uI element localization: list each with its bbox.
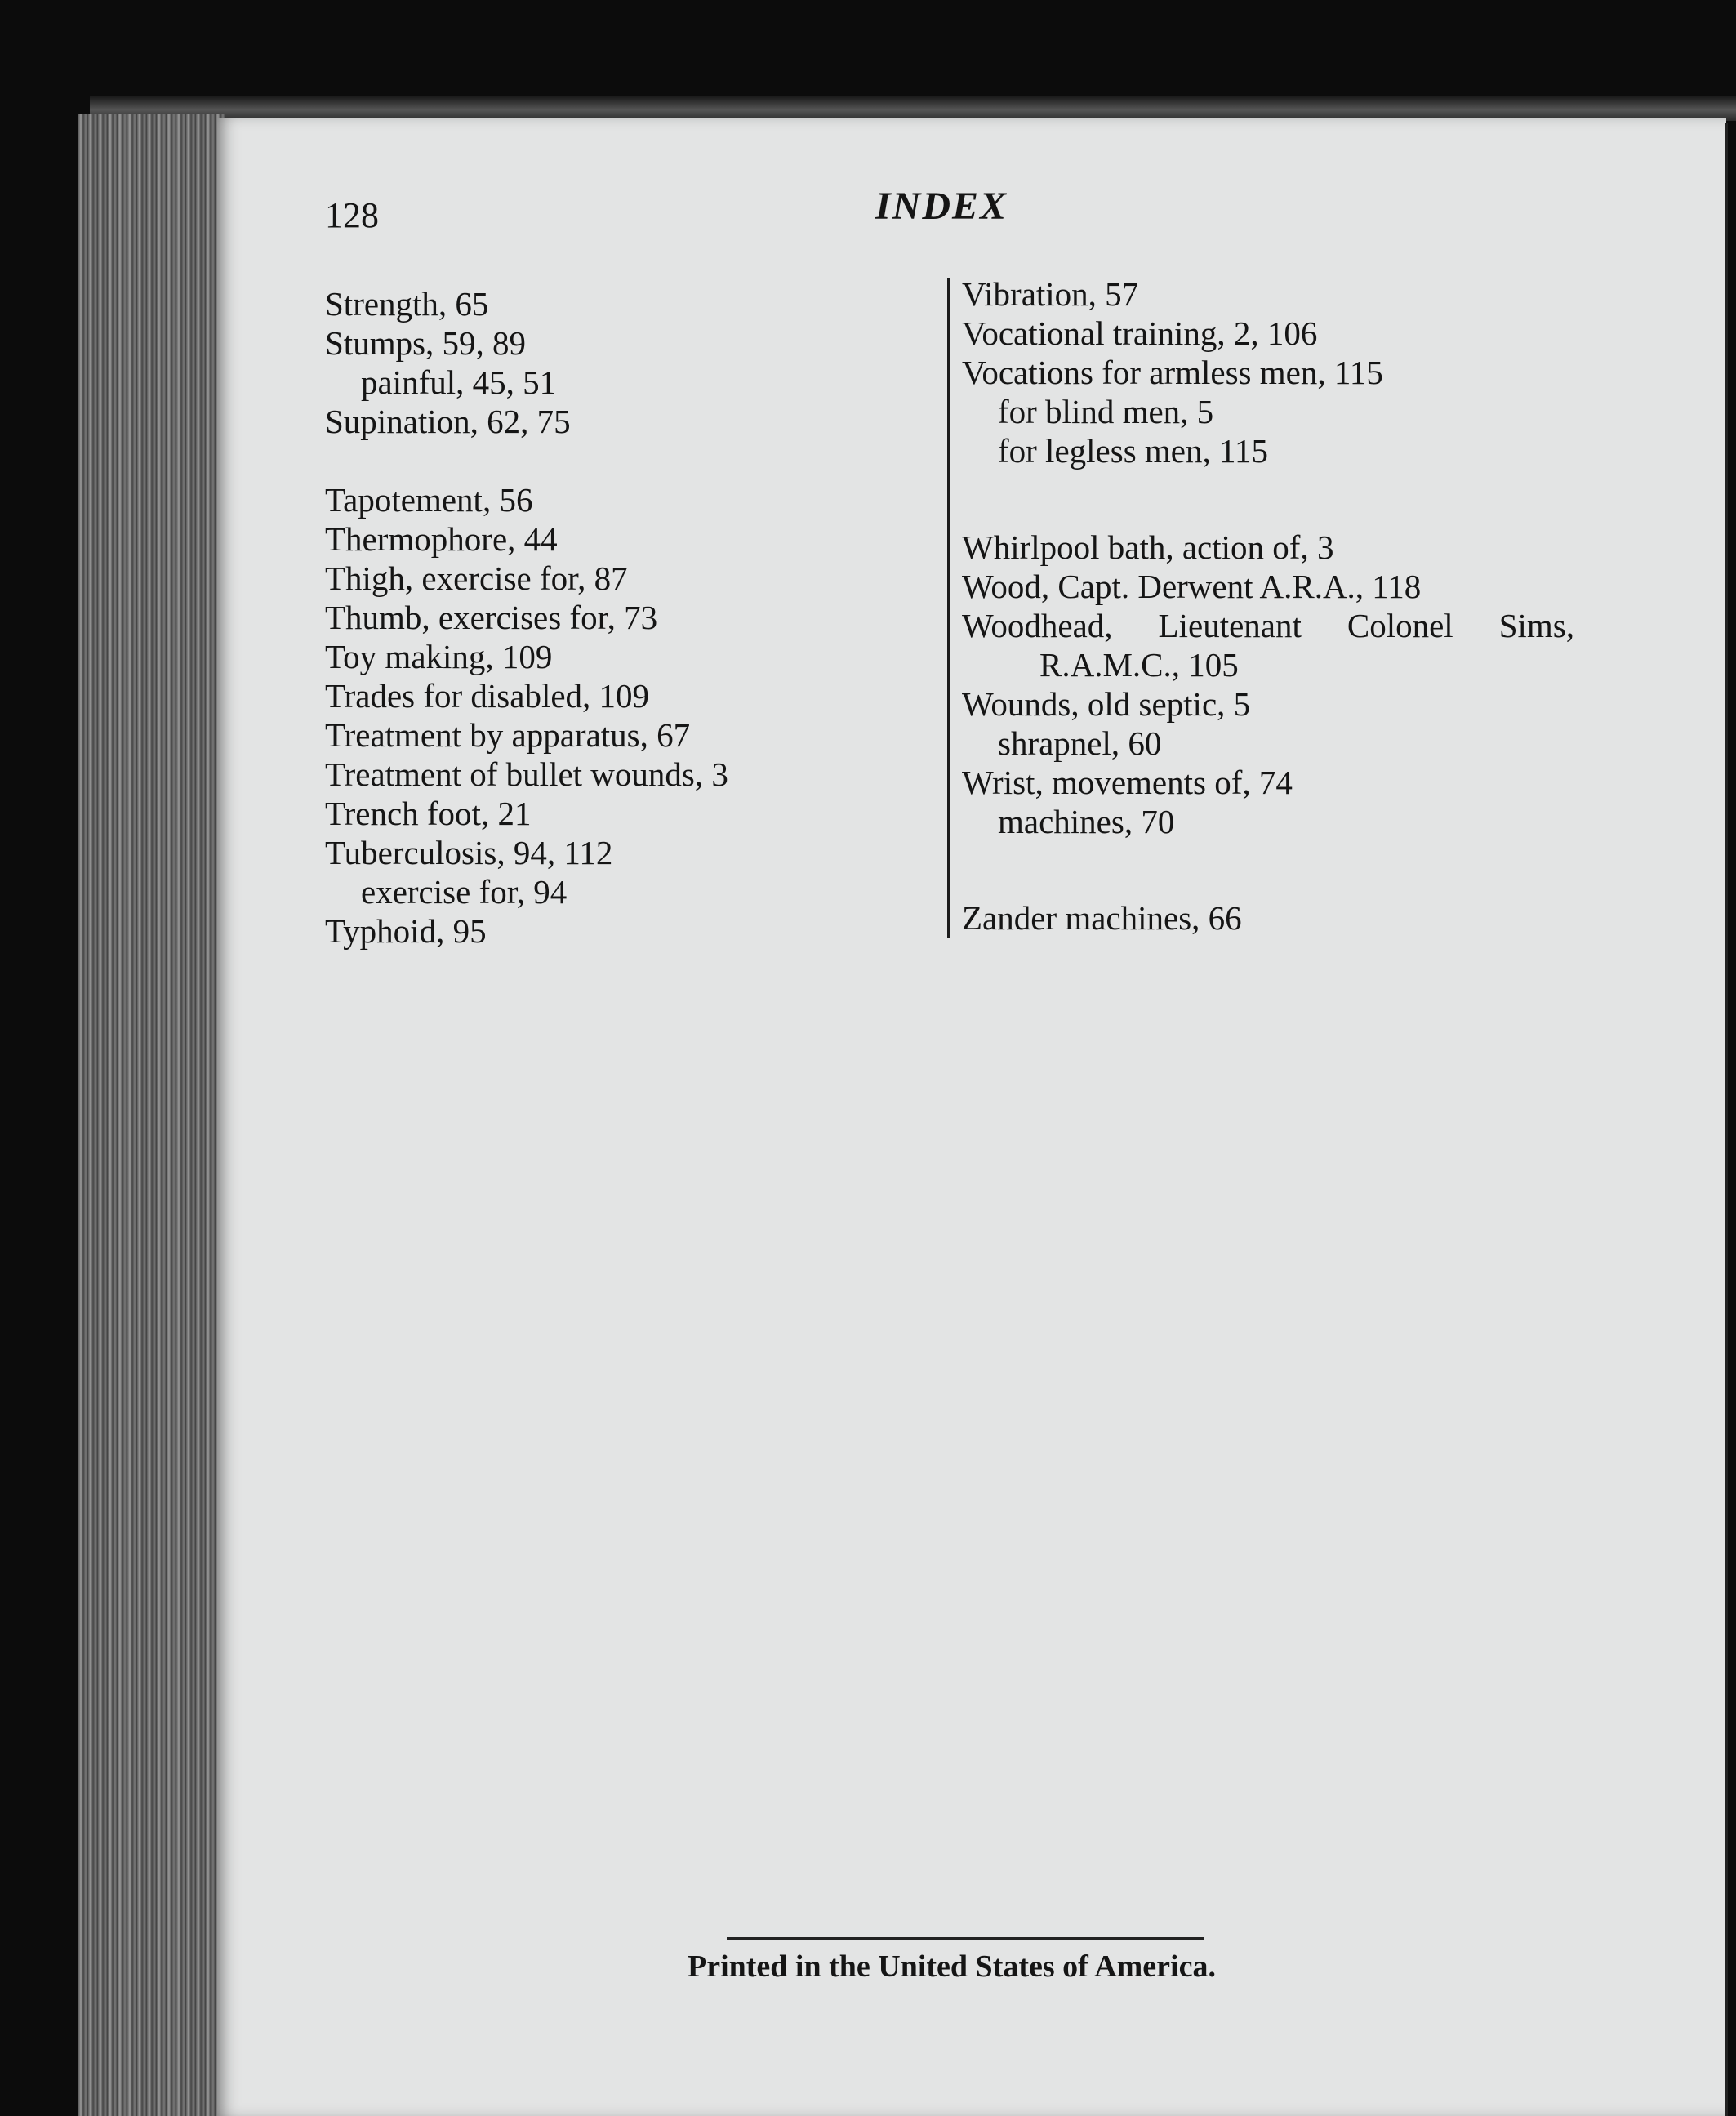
- footer-rule: [727, 1937, 1204, 1940]
- index-entry: Vibration, 57: [962, 275, 1139, 313]
- index-entry: Whirlpool bath, action of, 3: [962, 528, 1334, 566]
- index-entry: Tuberculosis, 94, 112: [325, 834, 613, 871]
- index-entry: Treatment of bullet wounds, 3: [325, 755, 728, 793]
- index-subentry: for legless men, 115: [998, 432, 1268, 470]
- index-entry: Typhoid, 95: [325, 912, 487, 950]
- index-entry: Tapotement, 56: [325, 481, 533, 519]
- index-entry: Wrist, movements of, 74: [962, 764, 1293, 801]
- index-entry: Strength, 65: [325, 285, 489, 323]
- book-top-edge: [90, 96, 1736, 121]
- page-edges: [78, 114, 225, 2116]
- printer-imprint: Printed in the United States of America.: [688, 1949, 1216, 1984]
- index-subentry: for blind men, 5: [998, 393, 1214, 430]
- index-subentry: machines, 70: [998, 803, 1175, 840]
- index-entry: Wounds, old septic, 5: [962, 685, 1251, 723]
- index-column-left: [325, 284, 978, 951]
- index-entry: Toy making, 109: [325, 638, 553, 675]
- index-entry: Treatment by apparatus, 67: [325, 716, 691, 754]
- index-entry: Thigh, exercise for, 87: [325, 559, 628, 597]
- index-column-right: [962, 274, 1599, 938]
- index-entry: Thumb, exercises for, 73: [325, 599, 658, 636]
- index-entry: Vocations for armless men, 115: [962, 354, 1383, 391]
- page-right-border: [1725, 123, 1728, 2116]
- page-number: 128: [325, 195, 379, 235]
- index-subentry: exercise for, 94: [361, 873, 568, 911]
- index-entry: Supination, 62, 75: [325, 403, 571, 440]
- index-entry-continuation: R.A.M.C., 105: [1039, 646, 1239, 684]
- column-divider: [947, 278, 950, 938]
- index-entry: Thermophore, 44: [325, 520, 558, 558]
- index-subentry: painful, 45, 51: [361, 363, 557, 401]
- index-entry: Trades for disabled, 109: [325, 677, 650, 715]
- index-entry: Wood, Capt. Derwent A.R.A., 118: [962, 568, 1422, 605]
- running-head: INDEX: [875, 185, 1008, 228]
- index-entry: Stumps, 59, 89: [325, 324, 527, 362]
- index-entry: Zander machines, 66: [962, 899, 1242, 937]
- index-subentry: shrapnel, 60: [998, 724, 1162, 762]
- index-entry: Vocational training, 2, 106: [962, 314, 1318, 352]
- index-entry: Trench foot, 21: [325, 795, 532, 832]
- index-entry: Woodhead, Lieutenant Colonel Sims,: [962, 607, 1574, 644]
